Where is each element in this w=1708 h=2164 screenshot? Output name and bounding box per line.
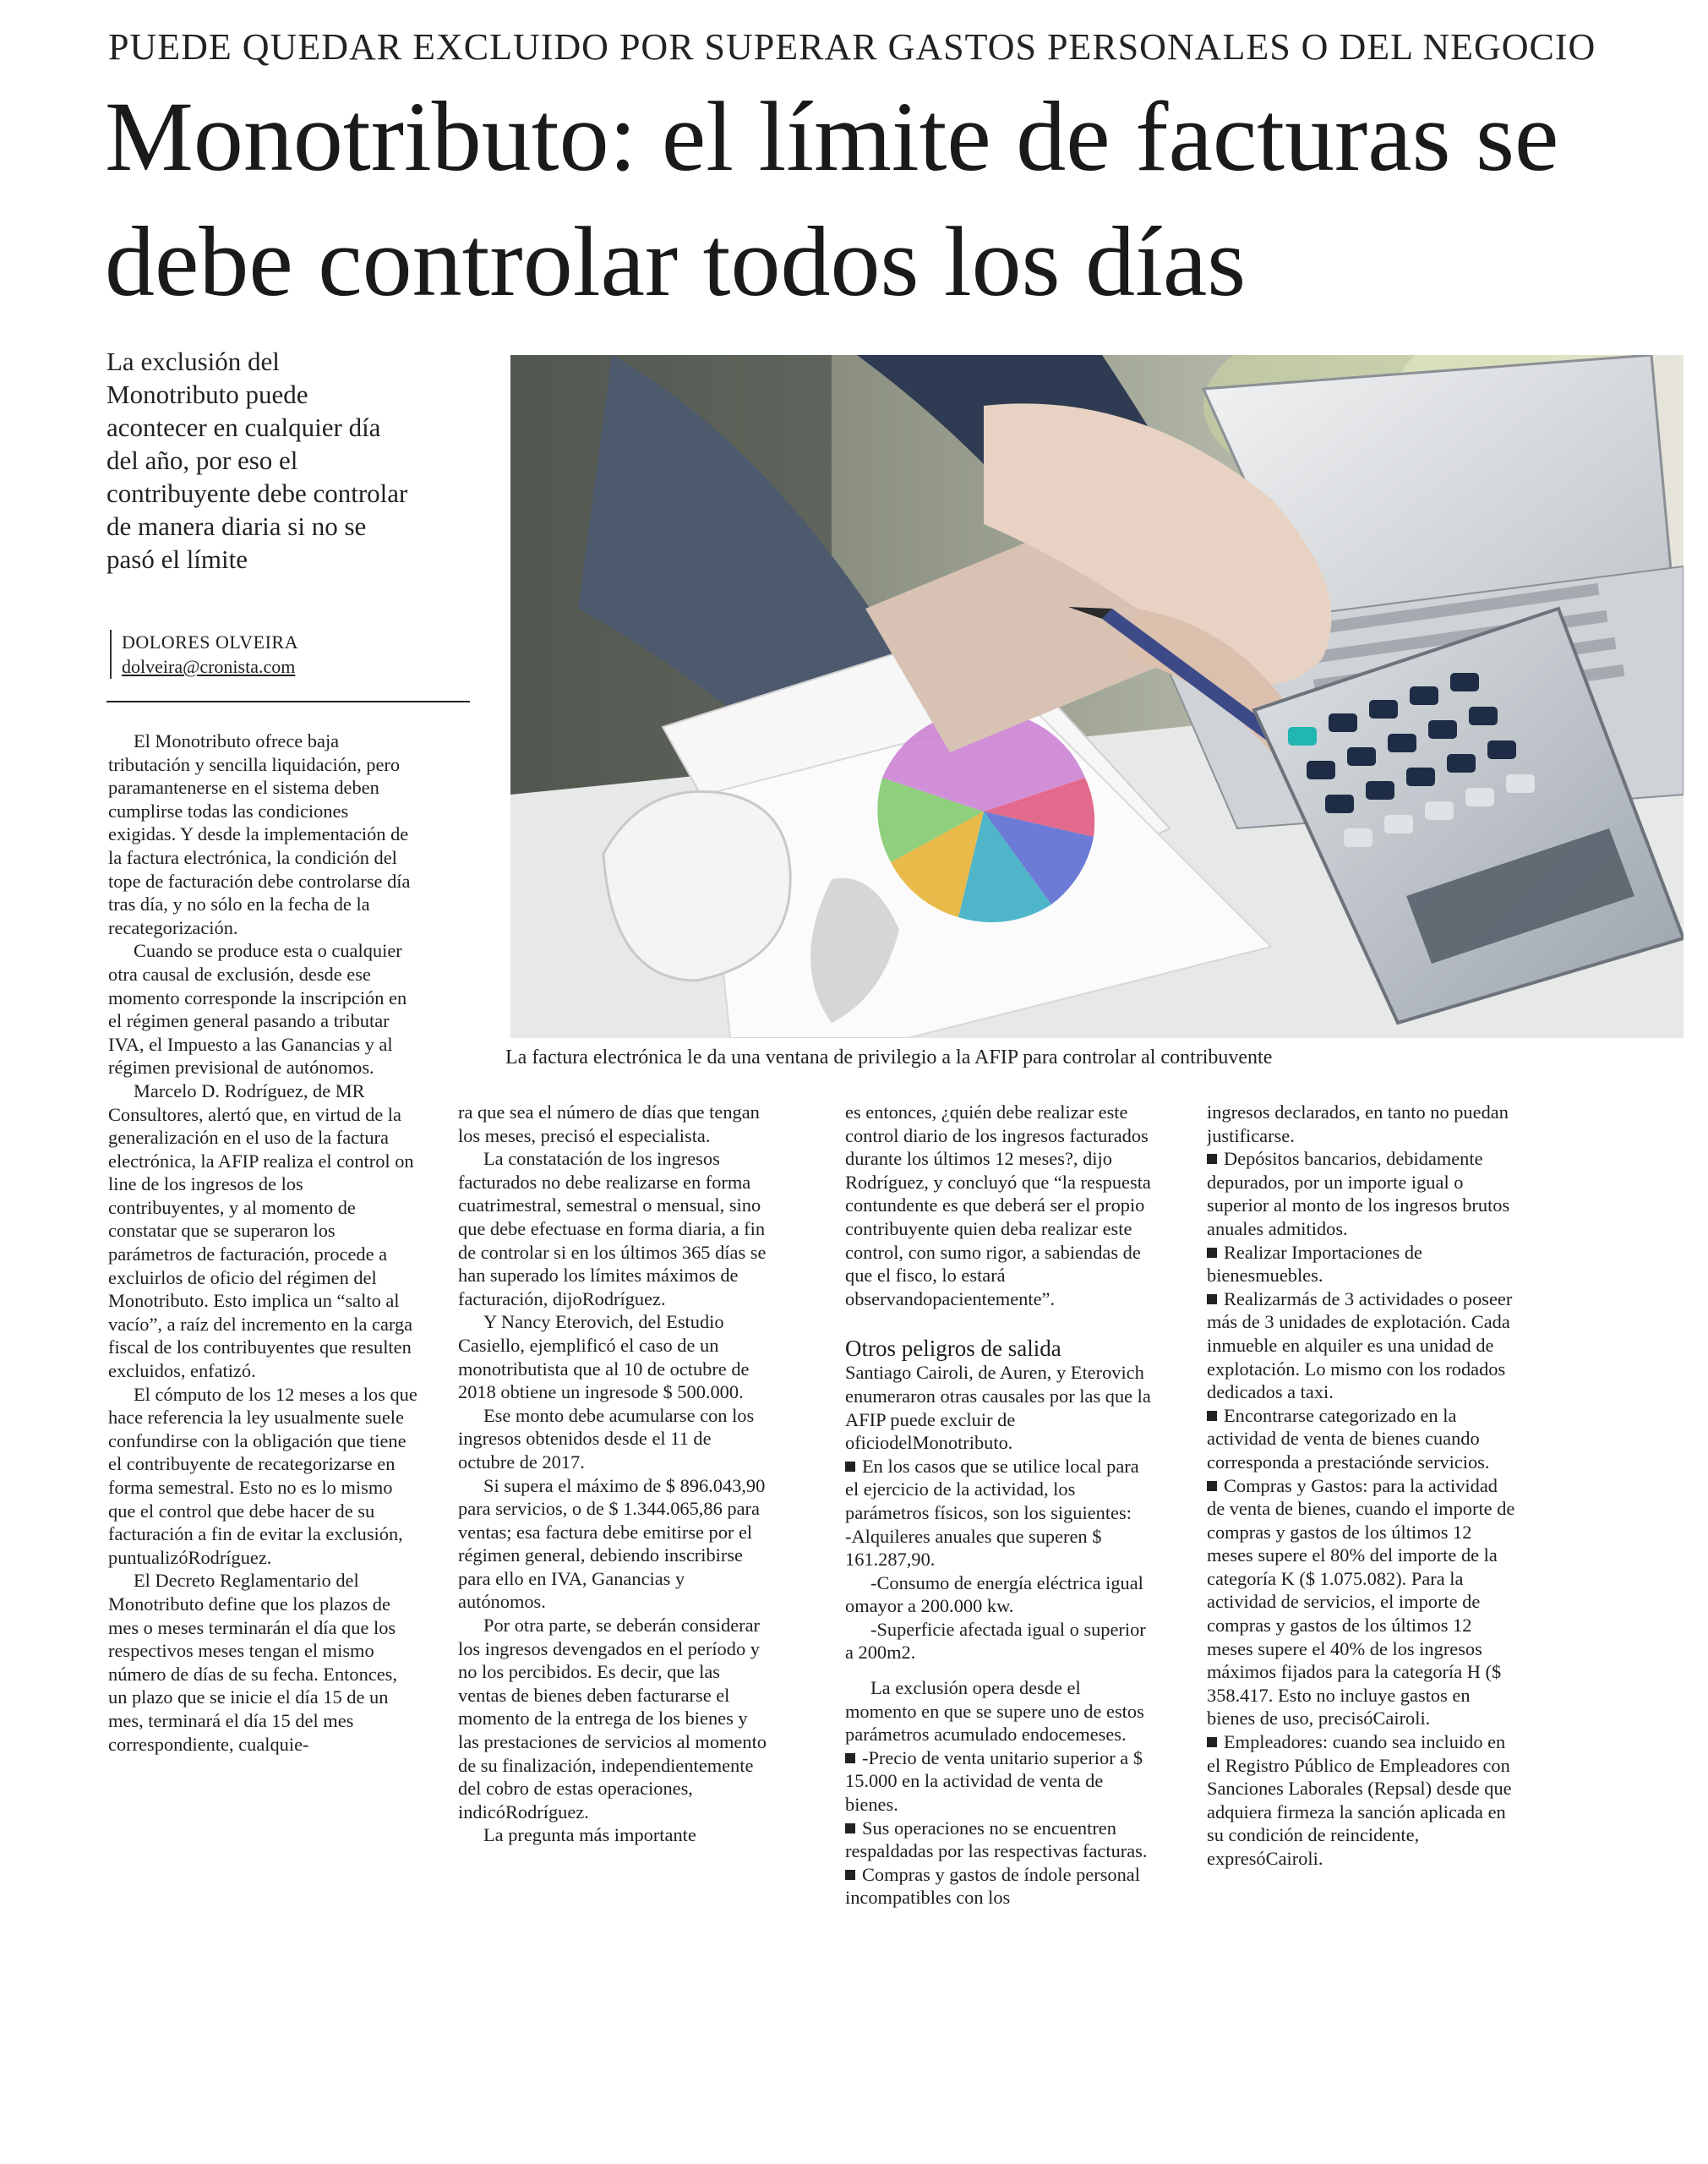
- bullet-square-icon: [1207, 1411, 1217, 1421]
- bullet-text: Empleadores: cuando sea incluido en el Registro Público de Empleadores con Sanciones Laborales (Repsal) desde que adquiera firmeza la sanción aplicada en su condición de reincidente, expresóCairoli.: [1207, 1731, 1512, 1869]
- bullet-text: Realizarmás de 3 actividades o poseer más de 3 unidades de explotación. Cada inmueble en alquiler es una unidad de explotación. Lo mismo con los rodados dedicados a taxi.: [1207, 1287, 1513, 1403]
- bullet-item: [845, 1863, 1156, 1910]
- bullet-item: [1207, 1404, 1518, 1474]
- paragraph: Cuando se produce esta o cualquier otra causal de exclusión, desde ese momento corresponde la inscripción en el régimen general pasando a tributar IVA, el Impuesto a las Ganancias y al régimen previsional de autónomos.: [108, 940, 407, 1079]
- bullet-text: Compras y gastos de índole personal incompatibles con los: [845, 1863, 1140, 1909]
- body-column-3: [845, 1101, 1156, 2157]
- bullet-item: [845, 1746, 1156, 1817]
- bullet-square-icon: [845, 1823, 855, 1833]
- bullet-square-icon: [1207, 1248, 1217, 1258]
- bullet-text: -Precio de venta unitario superior a $ 15.000 en la actividad de venta de bienes.: [845, 1746, 1143, 1816]
- bullet-text: En los casos que se utilice local para el ejercicio de la actividad, los parámetros físicos, son los siguientes:: [845, 1455, 1139, 1523]
- paragraph: El Monotributo ofrece baja tributación y sencilla liquidación, pero paramantenerse en el sistema deben cumplirse todas las condiciones exigidas. Y desde la implementación de la factura electrónica, la condición del tope de facturación debe controlarse día tras día, y no sólo en la fecha de la recategorización.: [108, 730, 411, 938]
- paragraph: es entonces, ¿quién debe realizar este control diario de los ingresos facturados durante los últimos 12 meses?, dijo Rodríguez, y concluyó que “la respuesta contundente es que deberá ser el propio contribuyente quien deba realizar este control, con sumo rigor, a sabiendas de que el fisco, lo estará observandopacientemente”.: [845, 1101, 1151, 1309]
- subheading: Otros peligros de salida: [845, 1336, 1061, 1362]
- author-email-link[interactable]: dolveira@cronista.com: [122, 656, 296, 677]
- bullet-square-icon: [845, 1753, 855, 1763]
- kicker: PUEDE QUEDAR EXCLUIDO POR SUPERAR GASTOS PERSONALES O DEL NEGOCIO: [108, 26, 1596, 68]
- bullet-square-icon: [1207, 1154, 1217, 1164]
- list-item: -Alquileres anuales que superen $ 161.287,90.: [845, 1525, 1102, 1571]
- photo-caption: La factura electrónica le da una ventana de privilegio a la AFIP para controlar al contribuvente: [505, 1046, 1273, 1068]
- bullet-square-icon: [845, 1462, 855, 1472]
- list-item: -Superficie afectada igual o superior a 200m2.: [845, 1618, 1146, 1664]
- paragraph: Por otra parte, se deberán considerar los ingresos devengados en el período y no los percibidos. Es decir, que las ventas de bienes deben facturarse el momento de la entrega de los bienes y las prestaciones de servicios al momento de su finalización, independientemente del cobro de estas operaciones, indicóRodríguez.: [458, 1615, 767, 1822]
- bullet-text: Compras y Gastos: para la actividad de venta de bienes, cuando el importe de compras y gastos de los últimos 12 meses supere el 80% del importe de la categoría K ($ 1.075.082). Para la actividad de servicios, el importe de compras y gastos de los últimos 12 meses supere el 40% de los ingresos máximos fijados para la categoría H ($ 358.417. Esto no incluye gastos en bienes de uso, precisóCairoli.: [1207, 1474, 1515, 1730]
- paragraph: El cómputo de los 12 meses a los que hace referencia la ley usualmente suele confundirse con la obligación que tiene el contribuyente de recategorizarse en forma semestral. Esto no es lo mismo que el control que debe hacer de su facturación a fin de evitar la exclusión, puntualizóRodríguez.: [108, 1383, 417, 1568]
- paragraph: La pregunta más importante: [483, 1824, 696, 1846]
- byline: [110, 630, 477, 679]
- article-photo: [510, 355, 1683, 1038]
- bullet-item: [1207, 1730, 1518, 1871]
- body-column-2: [458, 1101, 769, 2157]
- byline-rule: [106, 701, 470, 702]
- list-item: -Consumo de energía eléctrica igual omayor a 200.000 kw.: [845, 1571, 1143, 1617]
- bullet-square-icon: [1207, 1481, 1217, 1491]
- bullet-square-icon: [1207, 1294, 1217, 1304]
- body-column-1: [108, 730, 419, 2158]
- paragraph: Marcelo D. Rodríguez, de MR Consultores, alertó que, en virtud de la generalización en el uso de la factura electrónica, la AFIP realiza el control on line de los ingresos de los contribuyentes, y al momento de constatar que se superaron los parámetros de facturación, procede a excluirlos de oficio del régimen del Monotributo. Esto implica un “salto al vacío”, a raíz del incremento en la carga fiscal de los contribuyentes que resulten excluidos, enfatizó.: [108, 1079, 414, 1382]
- bullet-text: Encontrarse categorizado en la actividad de venta de bienes cuando corresponda a prestaciónde servicios.: [1207, 1404, 1490, 1473]
- deck: La exclusión del Monotributo puede acontecer en cualquier día del año, por eso el contribuyente debe controlar de manera diaria si no se pasó el límite: [106, 347, 408, 574]
- photo-illustration: [510, 355, 1683, 1038]
- bullet-item: [1207, 1474, 1518, 1731]
- paragraph: Y Nancy Eterovich, del Estudio Casiello, ejemplificó el caso de un monotributista que al 10 de octubre de 2018 obtiene un ingresode $ 500.000.: [458, 1311, 750, 1403]
- bullet-text: Sus operaciones no se encuentren respaldadas por las respectivas facturas.: [845, 1817, 1148, 1862]
- bullet-square-icon: [845, 1870, 855, 1880]
- paragraph: Ese monto debe acumularse con los ingresos obtenidos desde el 11 de octubre de 2017.: [458, 1404, 755, 1473]
- bullet-item: [1207, 1241, 1518, 1287]
- paragraph: ingresos declarados, en tanto no puedan justificarse.: [1207, 1101, 1509, 1146]
- bullet-item: [845, 1817, 1156, 1863]
- bullet-square-icon: [1207, 1737, 1217, 1747]
- bullet-item: [1207, 1287, 1518, 1404]
- paragraph: El Decreto Reglamentario del Monotributo define que los plazos de mes o meses terminarán el día que los respectivos meses tengan el mismo número de días de su fecha. Entonces, un plazo que se inicie el día 15 de un mes, terminará el día 15 del mes correspondiente, cualquie-: [108, 1570, 397, 1755]
- bullet-item: [845, 1455, 1156, 1525]
- paragraph: Santiago Cairoli, de Auren, y Eterovich enumeraron otras causales por las que la AFIP puede excluir de oficiodelMonotributo.: [845, 1362, 1151, 1454]
- bullet-text: Depósitos bancarios, debidamente depurados, por un importe igual o superior al monto de los ingresos brutos anuales admitidos.: [1207, 1148, 1510, 1239]
- author-name: DOLORES OLVEIRA: [122, 631, 298, 653]
- headline: Monotributo: el límite de facturas se debe controlar todos los días: [105, 81, 1559, 317]
- paragraph: La constatación de los ingresos facturados no debe realizarse en forma cuatrimestral, semestral o mensual, sino que debe efectuase en forma diaria, a fin de controlar si en los últimos 365 días se han superado los límites máximos de facturación, dijoRodríguez.: [458, 1148, 767, 1309]
- bullet-item: [1207, 1147, 1518, 1240]
- bullet-text: Realizar Importaciones de bienesmuebles.: [1207, 1241, 1422, 1287]
- paragraph: ra que sea el número de días que tengan los meses, precisó el especialista.: [458, 1101, 760, 1146]
- body-column-4: [1207, 1101, 1518, 2157]
- paragraph: Si supera el máximo de $ 896.043,90 para servicios, o de $ 1.344.065,86 para ventas; esa factura debe emitirse por el régimen general, debiendo inscribirse para ello en IVA, Ganancias y autónomos.: [458, 1474, 766, 1613]
- paragraph: La exclusión opera desde el momento en que se supere uno de estos parámetros acumulado endocemeses.: [845, 1677, 1144, 1746]
